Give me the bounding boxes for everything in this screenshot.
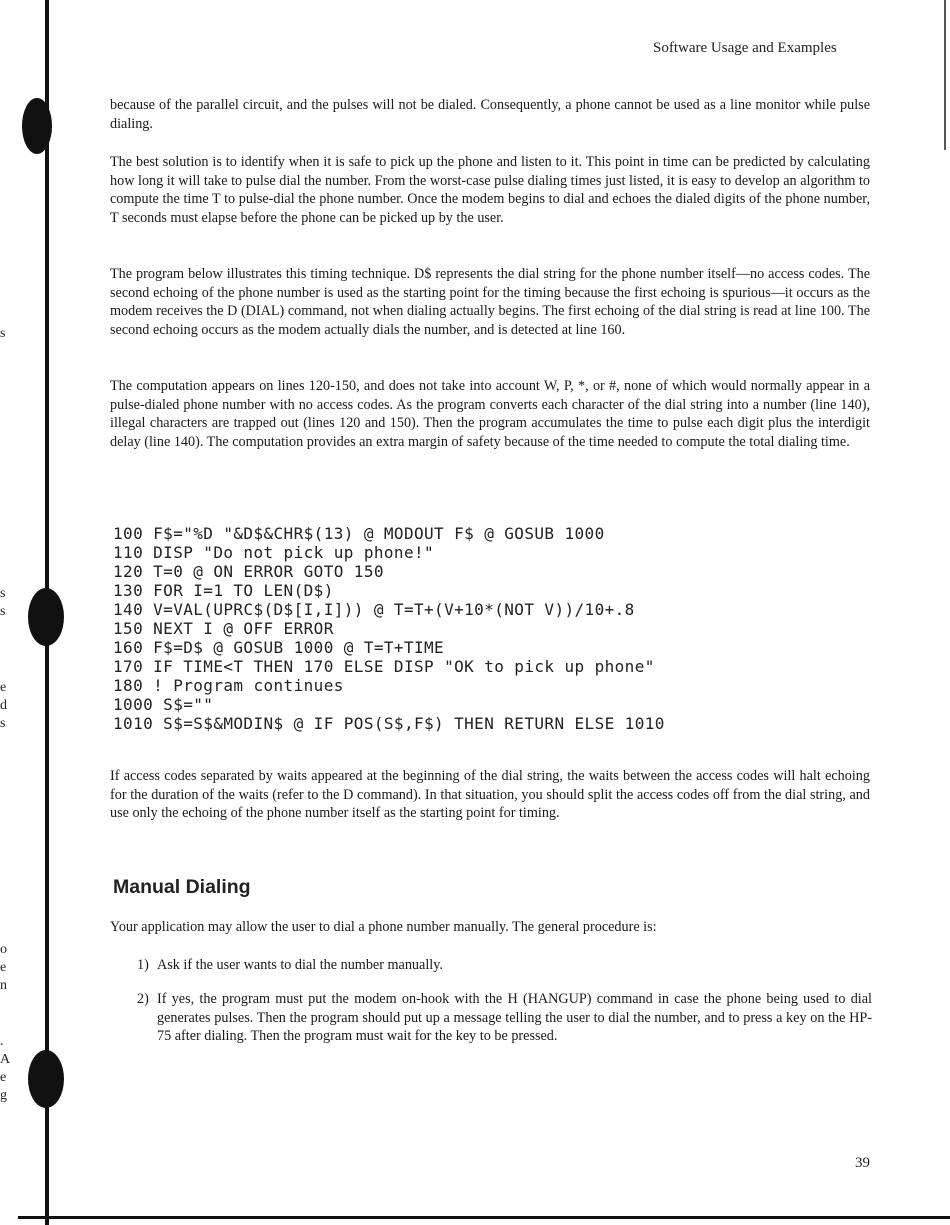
body-paragraph: The computation appears on lines 120-150, and does not take into account W, P, *, or #, none of which would normally appear in a pulse-dialed phone number with no access codes. As the program converts each character of the dial string into a number (line 140), illegal characters are trapped out (lines 120 and 150). Then the program accumulates the time to pulse each digit plus the interdigit delay (line 140). The computation provides an extra margin of safety because of the time needed to compute the total dialing time. xyxy=(110,378,870,450)
code-line: 120 T=0 @ ON ERROR GOTO 150 xyxy=(113,562,384,581)
list-item xyxy=(137,956,872,975)
margin-letter: s xyxy=(0,586,6,601)
body-paragraph: because of the parallel circuit, and the pulses will not be dialed. Consequently, a phone cannot be used as a line monitor while pulse dialing. xyxy=(110,97,870,132)
list-item-number: 1) xyxy=(137,957,149,973)
code-line: 110 DISP "Do not pick up phone!" xyxy=(113,543,435,562)
body-paragraph: If access codes separated by waits appeared at the beginning of the dial string, the waits between the access codes will halt echoing for the duration of the waits (refer to the D command). In that situation, you should split the access codes off from the dial string, and use only the echoing of the phone number itself as the starting point for timing. xyxy=(110,768,870,822)
margin-letter: A xyxy=(0,1052,11,1067)
margin-letter: n xyxy=(0,978,7,993)
margin-letter: g xyxy=(0,1088,7,1103)
margin-letter: e xyxy=(0,1070,7,1085)
margin-letter: d xyxy=(0,698,7,713)
list-item-text: If yes, the program must put the modem on-hook with the H (HANGUP) command in case the phone being used to dial generates pulses. Then the program should put up a message telling the user to dial the number, and to press a key on the HP-75 after dialing. Then the program must wait for the key to be pressed. xyxy=(157,991,872,1045)
body-paragraph: The best solution is to identify when it is safe to pick up the phone and listen to it. This point in time can be predicted by calculating how long it will take to pulse dial the number. From the worst-case pulse dialing times just listed, it is easy to develop an algorithm to compute the time T to pulse-dial the phone number. Once the modem begins to dial and echoes the dialed digits of the phone number, T seconds must elapse before the phone can be picked up by the user. xyxy=(110,154,870,226)
margin-letter: s xyxy=(0,716,6,731)
binder-hole-middle xyxy=(28,588,64,646)
running-head: Software Usage and Examples xyxy=(653,40,837,56)
body-paragraph: The program below illustrates this timing technique. D$ represents the dial string for the phone number itself—no access codes. The second echoing of the phone number is used as the starting point for the timing because the first echoing is spurious—it occurs as the modem receives the D (DIAL) command, not when dialing actually begins. The first echoing of the dial string is read at line 100. The second echoing occurs as the modem actually dials the number, and is detected at line 160. xyxy=(110,266,870,338)
code-line: 150 NEXT I @ OFF ERROR xyxy=(113,619,334,638)
code-line: 1010 S$=S$&MODIN$ @ IF POS(S$,F$) THEN RETURN ELSE 1010 xyxy=(113,714,665,733)
code-line: 180 ! Program continues xyxy=(113,676,344,695)
margin-letter: . xyxy=(0,1034,4,1049)
body-paragraph: Your application may allow the user to dial a phone number manually. The general procedure is: xyxy=(110,919,657,935)
basic-program-listing xyxy=(113,524,665,733)
code-line: 100 F$="%D "&D$&CHR$(13) @ MODOUT F$ @ GOSUB 1000 xyxy=(113,524,605,543)
code-line: 160 F$=D$ @ GOSUB 1000 @ T=T+TIME xyxy=(113,638,445,657)
code-line: 140 V=VAL(UPRC$(D$[I,I])) @ T=T+(V+10*(NOT V))/10+.8 xyxy=(113,600,635,619)
list-item-number: 2) xyxy=(137,991,149,1007)
binder-hole-bottom xyxy=(28,1050,64,1108)
page-number: 39 xyxy=(855,1155,870,1171)
code-line: 130 FOR I=1 TO LEN(D$) xyxy=(113,581,334,600)
list-item xyxy=(137,990,872,1046)
section-heading: Manual Dialing xyxy=(113,876,251,898)
margin-letter: e xyxy=(0,960,7,975)
right-page-edge xyxy=(944,0,946,150)
margin-letter: s xyxy=(0,326,6,341)
margin-letter: s xyxy=(0,604,6,619)
page-bottom-edge xyxy=(18,1216,950,1219)
binder-hole-top xyxy=(22,98,52,154)
list-item-text: Ask if the user wants to dial the number manually. xyxy=(157,957,443,973)
code-line: 170 IF TIME<T THEN 170 ELSE DISP "OK to pick up phone" xyxy=(113,657,655,676)
margin-letter: e xyxy=(0,680,7,695)
code-line: 1000 S$="" xyxy=(113,695,214,714)
margin-letter: o xyxy=(0,942,7,957)
